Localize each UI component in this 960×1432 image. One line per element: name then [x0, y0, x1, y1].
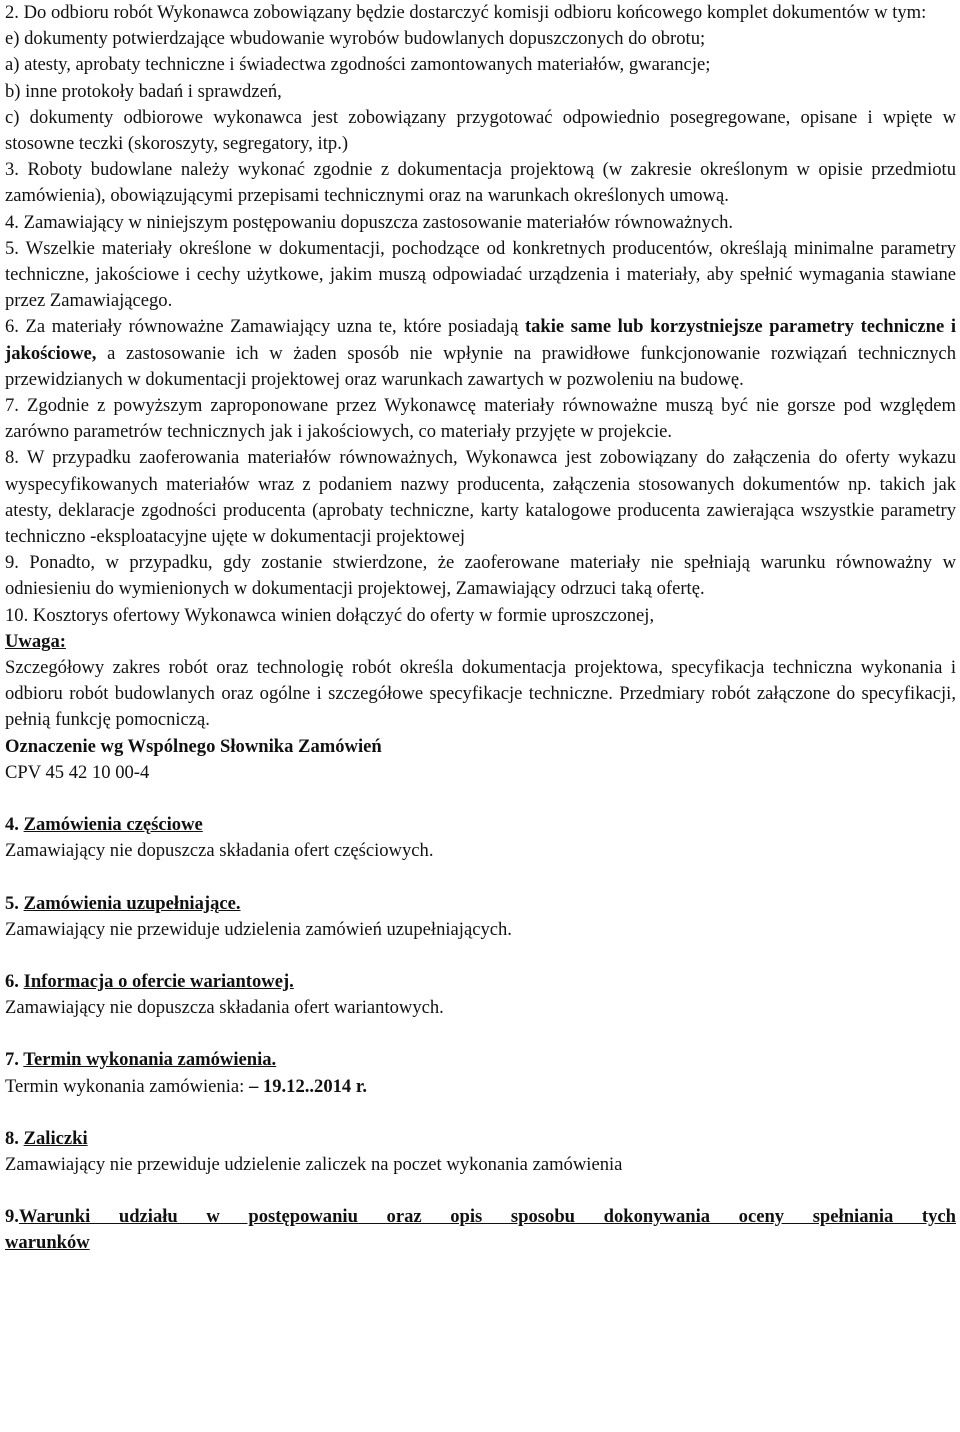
spacer	[5, 1021, 956, 1047]
cpv-heading: Oznaczenie wg Wspólnego Słownika Zamówień	[5, 735, 382, 757]
section-7-title: Termin wykonania zamówienia.	[23, 1049, 277, 1071]
paragraph-3: 3. Roboty budowlane należy wykonać zgodnie z dokumentacja projektową (w zakresie określonym w opisie przedmiotu zamówienia), obowiązującymi przepisami technicznymi oraz na warunkach określonych umową.	[5, 159, 956, 207]
paragraph-6-before: 6. Za materiały równoważne Zamawiający uzna te, które posiadają	[5, 316, 525, 338]
section-9-title-line2: warunków	[5, 1232, 90, 1254]
uwaga-text: Szczegółowy zakres robót oraz technologię robót określa dokumentacja projektowa, specyfikacja techniczna wykonania i odbioru robót budowlanych oraz ogólne i szczegółowe specyfikacje techniczne. Przedmiary robót załączone do specyfikacji, pełnią funkcję pomocniczą.	[5, 657, 956, 731]
section-8-text: Zamawiający nie przewiduje udzielenie zaliczek na poczet wykonania zamówienia	[5, 1153, 623, 1175]
section2-item-a: a) atesty, aprobaty techniczne i świadectwa zgodności zamontowanych materiałów, gwarancje;	[5, 54, 711, 76]
cpv-code: CPV 45 42 10 00-4	[5, 761, 150, 783]
section2-item-e: e) dokumenty potwierdzające wbudowanie wyrobów budowlanych dopuszczonych do obrotu;	[5, 28, 706, 50]
section-4-heading	[5, 812, 956, 838]
section-6-title: Informacja o ofercie wariantowej.	[23, 970, 294, 992]
paragraph-7: 7. Zgodnie z powyższym zaproponowane przez Wykonawcę materiały równoważne muszą być nie gorsze pod względem zarówno parametrów technicznych jak i jakościowych, co materiały przyjęte w projekcie.	[5, 395, 956, 443]
section-5-text: Zamawiający nie przewiduje udzielenia zamówień uzupełniających.	[5, 918, 512, 940]
section-7-text	[5, 1074, 956, 1100]
section-8-number: 8.	[5, 1127, 24, 1149]
paragraph-5: 5. Wszelkie materiały określone w dokumentacji, pochodzące od konkretnych producentów, określają minimalne parametry techniczne, jakościowe i cechy użytkowe, jakim muszą odpowiadać urządzenia i materiały, aby spełnić wymagania stawiane przez Zamawiającego.	[5, 237, 956, 312]
section-4-text: Zamawiający nie dopuszcza składania ofert częściowych.	[5, 840, 434, 862]
section-7-heading	[5, 1047, 956, 1073]
section-8-heading	[5, 1126, 956, 1152]
section-8-title: Zaliczki	[23, 1127, 88, 1149]
paragraph-9: 9. Ponadto, w przypadku, gdy zostanie stwierdzone, że zaoferowane materiały nie spełniają warunku równoważny w odniesieniu do wymienionych w dokumentacji projektowej, Zamawiający odrzuci taką ofertę.	[5, 552, 956, 600]
uwaga-label-text: Uwaga:	[5, 630, 66, 652]
paragraph-4: 4. Zamawiający w niniejszym postępowaniu dopuszcza zastosowanie materiałów równoważnych.	[5, 211, 734, 233]
section-9-number: 9.	[5, 1206, 19, 1228]
uwaga-label	[5, 629, 956, 655]
section-9-heading	[5, 1204, 956, 1230]
spacer	[5, 943, 956, 969]
spacer	[5, 865, 956, 891]
section-7-text-before: Termin wykonania zamówienia:	[5, 1075, 249, 1097]
paragraph-6	[5, 314, 956, 393]
section-9-heading-cont	[5, 1230, 956, 1256]
paragraph-6-bold: takie same lub korzystniejsze parametry techniczne i jakościowe,	[5, 316, 956, 364]
section-6-text: Zamawiający nie dopuszcza składania ofert wariantowych.	[5, 997, 444, 1019]
paragraph-6-after: a zastosowanie ich w żaden sposób nie wpłynie na prawidłowe funkcjonowanie rozwiązań technicznych przewidzianych w dokumentacji projektowej oraz warunkach zawartych w pozwoleniu na budowę.	[5, 342, 956, 390]
section-6-heading	[5, 969, 956, 995]
section-7-date: – 19.12..2014 r.	[248, 1075, 368, 1097]
section-7-number: 7.	[5, 1049, 24, 1071]
spacer	[5, 786, 956, 812]
section-5-number: 5.	[5, 892, 24, 914]
section-5-title: Zamówienia uzupełniające.	[23, 892, 241, 914]
section-4-number: 4.	[5, 814, 24, 836]
section2-item-b: b) inne protokoły badań i sprawdzeń,	[5, 80, 282, 102]
spacer	[5, 1100, 956, 1126]
section-4-title: Zamówienia częściowe	[23, 814, 203, 836]
section-5-heading	[5, 891, 956, 917]
section-9-title-line1: Warunki udziału w postępowaniu oraz opis sposobu dokonywania oceny spełniania tych	[18, 1206, 956, 1228]
paragraph-8: 8. W przypadku zaoferowania materiałów równoważnych, Wykonawca jest zobowiązany do załączenia do oferty wykazu wyspecyfikowanych materiałów wraz z podaniem nazwy producenta, załączenia stosowanych dokumentów np. takich jak atesty, deklaracje zgodności producenta (aprobaty techniczne, karty katalogowe producenta zawierająca wszystkie parametry techniczno -eksploatacyjne ujęte w dokumentacji projektowej	[5, 447, 956, 548]
section-6-number: 6.	[5, 970, 24, 992]
paragraph-10: 10. Kosztorys ofertowy Wykonawca winien dołączyć do oferty w formie uproszczonej,	[5, 604, 655, 626]
spacer	[5, 1178, 956, 1204]
section2-intro: 2. Do odbioru robót Wykonawca zobowiązany będzie dostarczyć komisji odbioru końcowego komplet dokumentów w tym:	[5, 2, 927, 23]
section2-item-c: c) dokumenty odbiorowe wykonawca jest zobowiązany przygotować odpowiednio posegregowane, opisane i wpięte w stosowne teczki (skoroszyty, segregatory, itp.)	[5, 106, 956, 155]
